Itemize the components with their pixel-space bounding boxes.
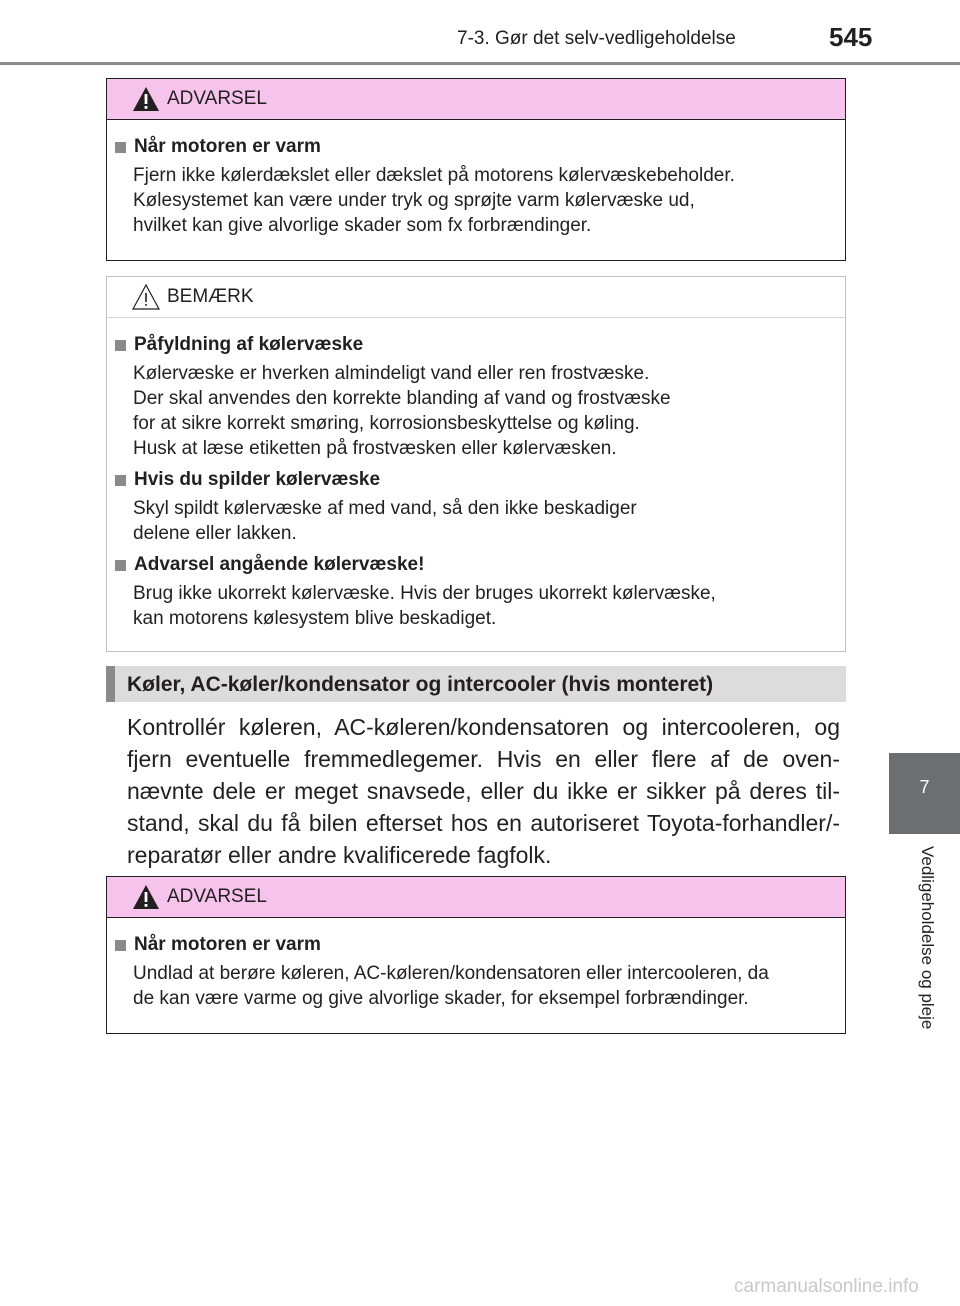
warning-item (115, 934, 829, 1011)
item-title: Hvis du spilder kølervæske (115, 469, 829, 491)
section-heading: Køler, AC-køler/kondensator og intercooler (hvis monteret) (106, 666, 846, 702)
item-title: Når motoren er varm (115, 934, 829, 956)
item-text: Skyl spildt kølervæske af med vand, så den ikke beskadiger delene eller lakken. (133, 498, 637, 544)
bullet-square-icon (115, 340, 126, 351)
item-title: Når motoren er varm (115, 136, 829, 158)
notice-item (115, 469, 829, 546)
warning-box (106, 876, 846, 1034)
page-number: 545 (829, 22, 873, 52)
warning-box-body (107, 120, 845, 252)
warning-box-header (107, 877, 845, 918)
chapter-number: 7 (919, 777, 930, 797)
notice-box-header (107, 277, 845, 318)
item-title: Påfyldning af kølervæske (115, 334, 829, 356)
warning-box-header (107, 79, 845, 120)
chapter-label (889, 846, 960, 1066)
notice-box-body (107, 318, 845, 645)
item-text: Brug ikke ukorrekt kølervæske. Hvis der bruges ukorrekt kølervæske, kan motorens kølesystem blive beskadiget. (133, 583, 716, 629)
warning-box (106, 78, 846, 261)
body-paragraph: Kontrollér køleren, AC-køleren/kondensatoren og intercooleren, og fjern eventuelle fremmedlegemer. Hvis en eller flere af de oven-nævnte dele er meget snavsede, eller du ikke er sikker på deres til-stand, skal du få bilen efterset hos en autoriseret Toyota-forhandler/-reparatør eller andre kvalificerede fagfolk. (127, 714, 840, 868)
warning-item (115, 136, 829, 238)
item-text: Fjern ikke kølerdækslet eller dækslet på motorens kølervæskebeholder. Kølesystemet kan være under tryk og sprøjte varm kølervæske ud, hvilket kan give alvorlige skader som fx forbrændinger. (133, 165, 735, 236)
notice-item (115, 554, 829, 631)
bullet-square-icon (115, 940, 126, 951)
warning-box-body (107, 918, 845, 1025)
item-title: Advarsel angående kølervæske! (115, 554, 829, 576)
bullet-square-icon (115, 475, 126, 486)
chapter-tab[interactable] (889, 753, 960, 834)
watermark: carmanualsonline.info (734, 1276, 919, 1297)
notice-box (106, 276, 846, 652)
warning-label: ADVARSEL (167, 886, 267, 907)
notice-item (115, 334, 829, 461)
notice-label: BEMÆRK (167, 286, 254, 307)
bullet-square-icon (115, 560, 126, 571)
chapter-label-text: Vedligeholdelse og pleje (917, 846, 937, 1030)
caution-triangle-icon (131, 283, 161, 311)
bullet-square-icon (115, 142, 126, 153)
warning-label: ADVARSEL (167, 88, 267, 109)
section-title: 7-3. Gør det selv-vedligeholdelse (457, 28, 736, 49)
warning-triangle-icon (131, 883, 161, 911)
header-divider (0, 62, 960, 65)
warning-triangle-icon (131, 85, 161, 113)
item-text: Kølervæske er hverken almindeligt vand eller ren frostvæske. Der skal anvendes den korrekte blanding af vand og frostvæske for at sikre korrekt smøring, korrosionsbeskyttelse og køling. Husk at læse etiketten på frostvæsken eller kølervæsken. (133, 363, 671, 459)
item-text: Undlad at berøre køleren, AC-køleren/kondensatoren eller intercooleren, da de kan være varme og give alvorlige skader, for eksempel forbrændinger. (133, 963, 769, 1009)
